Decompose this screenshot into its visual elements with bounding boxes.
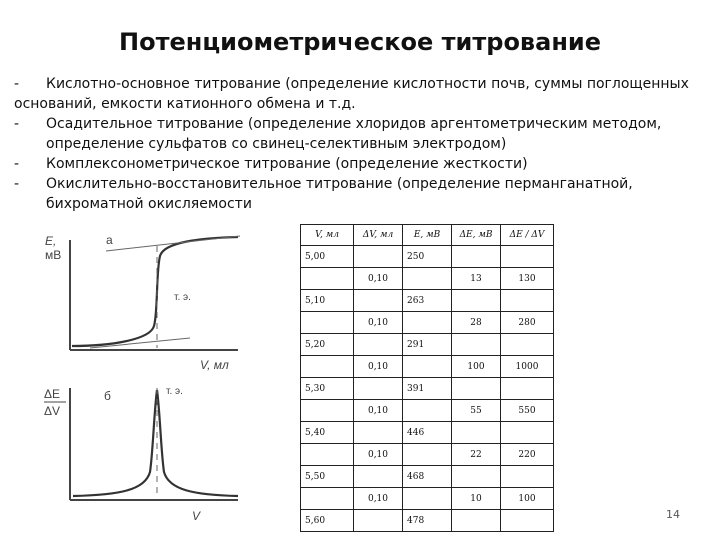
table-cell xyxy=(501,466,554,488)
table-cell: 5,40 xyxy=(301,422,354,444)
differential-curve-figure xyxy=(40,382,250,527)
table-cell: 28 xyxy=(452,312,501,334)
bullet-dash: - xyxy=(14,76,20,92)
y-axis-label-denominator: ΔV xyxy=(44,404,61,418)
table-cell: 550 xyxy=(501,400,554,422)
table-cell: 5,60 xyxy=(301,510,354,532)
table-header-row xyxy=(301,225,554,246)
table-cell xyxy=(403,312,452,334)
x-axis-label: V, мл xyxy=(200,358,229,372)
table-cell: 263 xyxy=(403,290,452,312)
table-row xyxy=(301,312,554,334)
y-axis-label-top: E, xyxy=(45,234,57,248)
table-cell: 0,10 xyxy=(354,312,403,334)
table-cell xyxy=(501,422,554,444)
table-row xyxy=(301,444,554,466)
table-cell: 446 xyxy=(403,422,452,444)
table-row xyxy=(301,378,554,400)
bullet-text: Кислотно-основное титрование (определение кислотности почв, суммы поглощенных оснований, емкости катионного обмена и т.д. xyxy=(14,76,689,112)
bullet-text: Окислительно-восстановительное титрование (определение перманганатной, бихроматной окисляемости xyxy=(46,176,633,212)
table-cell: 468 xyxy=(403,466,452,488)
table-cell xyxy=(501,290,554,312)
table-cell xyxy=(452,466,501,488)
table-cell: 0,10 xyxy=(354,268,403,290)
bullet-item-complexometric xyxy=(14,154,704,174)
table-cell xyxy=(403,488,452,510)
table-cell xyxy=(301,400,354,422)
titration-curve xyxy=(72,237,238,346)
col-header-potential: E, мВ xyxy=(403,225,452,246)
table-cell xyxy=(452,290,501,312)
table-cell xyxy=(301,268,354,290)
slide-title: Потенциометрическое титрование xyxy=(119,28,601,56)
titration-data-table xyxy=(300,224,554,532)
table-cell xyxy=(354,466,403,488)
bullet-dash: - xyxy=(14,156,20,172)
table-cell: 250 xyxy=(403,246,452,268)
bullet-text: Осадительное титрование (определение хлоридов аргентометрическим методом, определение сульфатов со свинец-селективным электродом) xyxy=(46,116,662,152)
y-axis-label-bottom: мВ xyxy=(45,248,62,262)
table-cell: 5,10 xyxy=(301,290,354,312)
table-cell xyxy=(403,268,452,290)
col-header-ratio: ΔE / ΔV xyxy=(501,225,554,246)
table-row xyxy=(301,466,554,488)
table-row xyxy=(301,334,554,356)
table-cell: 1000 xyxy=(501,356,554,378)
equivalence-point-label: т. э. xyxy=(174,292,191,303)
point-label-a: а xyxy=(106,233,113,247)
table-cell: 0,10 xyxy=(354,488,403,510)
table-row xyxy=(301,268,554,290)
table-cell: 55 xyxy=(452,400,501,422)
y-axis-label-numerator: ΔE xyxy=(44,387,61,401)
differential-curve xyxy=(73,390,238,496)
table-cell: 220 xyxy=(501,444,554,466)
col-header-delta-potential: ΔE, мВ xyxy=(452,225,501,246)
table-cell xyxy=(452,422,501,444)
table-cell: 10 xyxy=(452,488,501,510)
titration-curve-figure xyxy=(40,232,250,377)
table-cell xyxy=(354,334,403,356)
bullet-dash: - xyxy=(14,116,20,132)
table-row xyxy=(301,422,554,444)
table-row xyxy=(301,510,554,532)
table-cell: 0,10 xyxy=(354,356,403,378)
table-cell: 0,10 xyxy=(354,400,403,422)
tangent-lower xyxy=(90,338,190,348)
table-cell: 5,20 xyxy=(301,334,354,356)
table-cell: 100 xyxy=(452,356,501,378)
table-cell xyxy=(452,246,501,268)
table-cell: 280 xyxy=(501,312,554,334)
bullet-text: Комплексонометрическое титрование (определение жесткости) xyxy=(46,156,528,172)
table-cell xyxy=(452,510,501,532)
table-cell xyxy=(501,378,554,400)
x-axis-label: V xyxy=(192,509,201,523)
table-cell: 391 xyxy=(403,378,452,400)
col-header-delta-volume: ΔV, мл xyxy=(354,225,403,246)
table-cell xyxy=(354,422,403,444)
table-cell: 22 xyxy=(452,444,501,466)
table-cell: 291 xyxy=(403,334,452,356)
table-cell xyxy=(403,356,452,378)
table-cell xyxy=(501,334,554,356)
table-cell: 5,00 xyxy=(301,246,354,268)
col-header-volume: V, мл xyxy=(301,225,354,246)
table-cell xyxy=(354,510,403,532)
table-row xyxy=(301,246,554,268)
table-cell xyxy=(403,400,452,422)
table-row xyxy=(301,290,554,312)
table-cell xyxy=(501,246,554,268)
bullet-item-acid-base xyxy=(14,74,704,114)
table-cell xyxy=(354,290,403,312)
table-cell: 5,50 xyxy=(301,466,354,488)
table-row xyxy=(301,400,554,422)
table-cell xyxy=(301,444,354,466)
table-cell xyxy=(501,510,554,532)
table-cell xyxy=(452,378,501,400)
table-cell xyxy=(301,356,354,378)
table-cell: 478 xyxy=(403,510,452,532)
table-cell xyxy=(354,246,403,268)
table-row xyxy=(301,356,554,378)
table-cell xyxy=(301,312,354,334)
equivalence-point-label: т. э. xyxy=(166,386,183,397)
table-cell: 5,30 xyxy=(301,378,354,400)
table-cell: 0,10 xyxy=(354,444,403,466)
table-cell xyxy=(452,334,501,356)
table-cell: 100 xyxy=(501,488,554,510)
bullet-dash: - xyxy=(14,176,20,192)
page-number: 14 xyxy=(666,508,680,521)
bullet-item-precipitation xyxy=(14,114,704,154)
table-cell: 130 xyxy=(501,268,554,290)
bullet-item-redox xyxy=(14,174,704,214)
point-label-b: б xyxy=(104,389,111,403)
table-cell xyxy=(403,444,452,466)
table-cell xyxy=(354,378,403,400)
tangent-upper xyxy=(106,236,240,251)
table-cell xyxy=(301,488,354,510)
table-row xyxy=(301,488,554,510)
table-cell: 13 xyxy=(452,268,501,290)
